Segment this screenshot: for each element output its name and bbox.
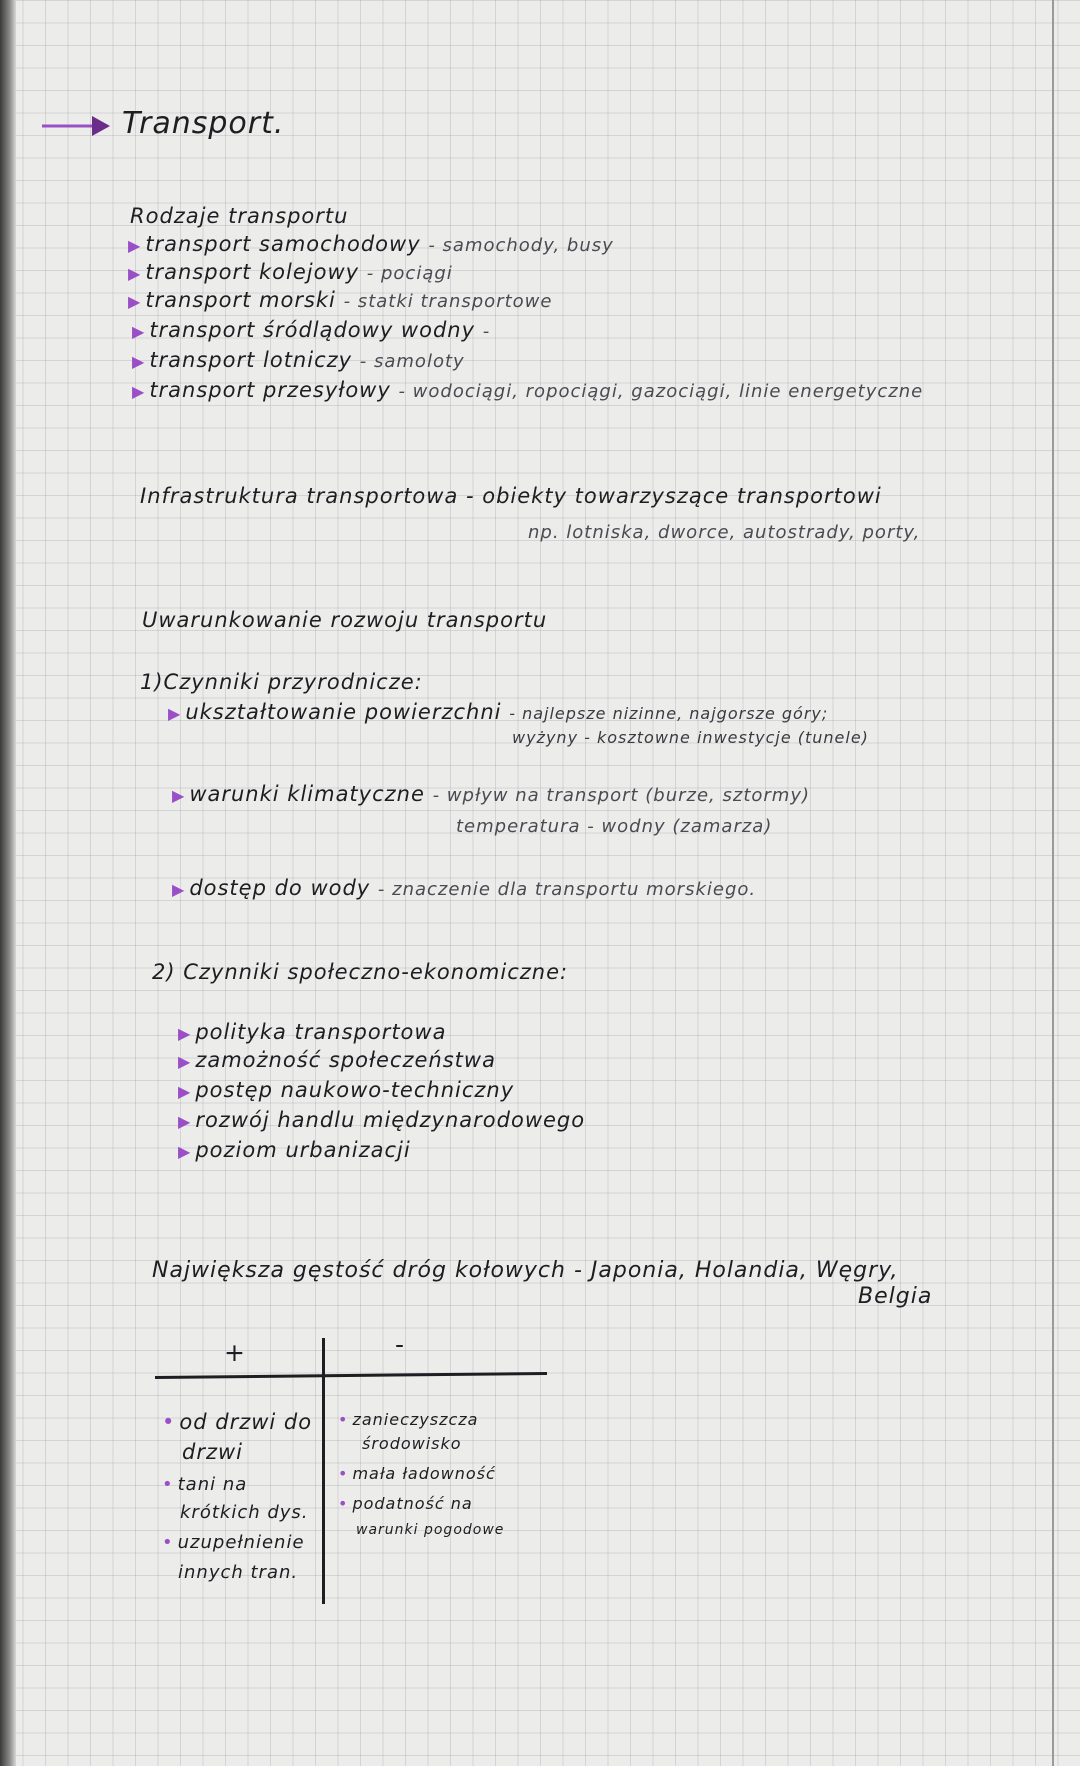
road-density-continued: Belgia [858, 1284, 933, 1309]
bullet-icon: ▶ [132, 322, 146, 341]
item-label: transport śródlądowy wodny [149, 318, 476, 342]
item-label: postęp naukowo-techniczny [195, 1078, 515, 1102]
cons-line [356, 1522, 504, 1538]
infrastructure-definition: Infrastruktura transportowa - obiekty towarzyszące transportowi [140, 484, 882, 508]
list-item [178, 1078, 514, 1102]
pros-header: + [224, 1338, 246, 1367]
item-label: warunki klimatyczne [189, 782, 425, 806]
cons-line [338, 1494, 473, 1513]
list-item [128, 260, 453, 284]
item-label: transport lotniczy [149, 348, 353, 372]
bullet-icon: ▶ [128, 236, 142, 255]
item-detail: - wpływ na transport (burze, sztormy) [432, 785, 811, 806]
bullet-icon: ▶ [128, 292, 142, 311]
item-label: polityka transportowa [195, 1020, 447, 1044]
socioeconomic-factors-heading: 2) Czynniki społeczno-ekonomiczne: [152, 960, 569, 984]
bullet-icon: • [162, 1474, 174, 1495]
list-item [168, 700, 828, 724]
page-edge [1052, 0, 1054, 1766]
item-detail: - statki transportowe [343, 291, 553, 312]
cons-text: zanieczyszcza [352, 1410, 479, 1429]
page-title: Transport. [122, 106, 285, 141]
item-label: dostęp do wody [189, 876, 371, 900]
table-vertical-line [322, 1338, 325, 1604]
conditions-heading: Uwarunkowanie rozwoju transportu [142, 608, 548, 632]
bullet-icon: ▶ [132, 382, 146, 401]
pros-line [180, 1502, 309, 1523]
bullet-icon: • [338, 1464, 349, 1483]
list-item [128, 232, 614, 256]
cons-line [338, 1464, 496, 1483]
pros-line [162, 1474, 247, 1495]
road-density-line: Największa gęstość dróg kołowych - Japonia, Holandia, Węgry, [152, 1258, 899, 1283]
bullet-icon: • [162, 1410, 176, 1434]
item-detail: - najlepsze nizinne, najgorsze góry; [509, 704, 829, 723]
bullet-icon: ▶ [178, 1082, 192, 1101]
arrow-icon [40, 112, 112, 140]
pros-text: drzwi [182, 1440, 243, 1464]
item-detail: - pociągi [366, 263, 453, 284]
item-detail: - znaczenie dla transportu morskiego. [377, 879, 757, 900]
bullet-icon: ▶ [172, 880, 186, 899]
item-label: transport samochodowy [145, 232, 421, 256]
item-label: transport przesyłowy [149, 378, 391, 402]
cons-text: mała ładowność [352, 1464, 496, 1483]
pros-text: od drzwi do [179, 1410, 313, 1434]
bullet-icon: ▶ [178, 1052, 192, 1071]
item-label: transport morski [145, 288, 336, 312]
pros-text: uzupełnienie [177, 1532, 305, 1553]
bullet-icon: ▶ [178, 1112, 192, 1131]
infrastructure-examples: np. lotniska, dworce, autostrady, porty, [528, 522, 921, 543]
item-detail: - [482, 321, 491, 342]
cons-header: - [395, 1330, 406, 1359]
bullet-icon: ▶ [168, 704, 182, 723]
pros-line [162, 1532, 305, 1553]
bullet-icon: ▶ [178, 1024, 192, 1043]
item-detail: - wodociągi, ropociągi, gazociągi, linie energetyczne [398, 381, 924, 402]
bullet-icon: • [162, 1532, 174, 1553]
list-item [178, 1020, 446, 1044]
item-label: ukształtowanie powierzchni [185, 700, 502, 724]
list-item [132, 378, 923, 402]
pros-line [182, 1440, 243, 1464]
table-horizontal-line [155, 1372, 547, 1379]
natural-factors-heading: 1)Czynniki przyrodnicze: [140, 670, 423, 694]
pros-text: innych tran. [178, 1562, 299, 1583]
list-item [178, 1048, 496, 1072]
bullet-icon: • [338, 1494, 349, 1513]
types-heading: Rodzaje transportu [130, 204, 349, 228]
bullet-icon: ▶ [178, 1142, 192, 1161]
list-item [178, 1138, 411, 1162]
item-label: rozwój handlu międzynarodowego [195, 1108, 586, 1132]
bullet-icon: • [338, 1410, 349, 1429]
list-item [172, 782, 810, 806]
pros-line [178, 1562, 298, 1583]
list-item [178, 1108, 585, 1132]
list-item [128, 288, 552, 312]
list-item [132, 348, 465, 372]
cons-text: warunki pogodowe [356, 1522, 505, 1538]
item-label: poziom urbanizacji [195, 1138, 411, 1162]
pros-line [162, 1410, 312, 1434]
cons-line [362, 1434, 462, 1453]
bullet-icon: ▶ [132, 352, 146, 371]
cons-line [338, 1410, 478, 1429]
item-detail-continued: wyżyny - kosztowne inwestycje (tunele) [512, 728, 869, 747]
pros-text: krótkich dys. [180, 1502, 309, 1523]
item-detail: - samoloty [359, 351, 465, 372]
list-item [172, 876, 756, 900]
cons-text: podatność na [352, 1494, 473, 1513]
item-label: zamożność społeczeństwa [195, 1048, 496, 1072]
item-label: transport kolejowy [145, 260, 360, 284]
notebook-binding-edge [0, 0, 16, 1766]
pros-text: tani na [177, 1474, 248, 1495]
bullet-icon: ▶ [128, 264, 142, 283]
item-detail-continued: temperatura - wodny (zamarza) [456, 816, 773, 837]
cons-text: środowisko [362, 1434, 462, 1453]
item-detail: - samochody, busy [428, 235, 614, 256]
bullet-icon: ▶ [172, 786, 186, 805]
list-item [132, 318, 490, 342]
